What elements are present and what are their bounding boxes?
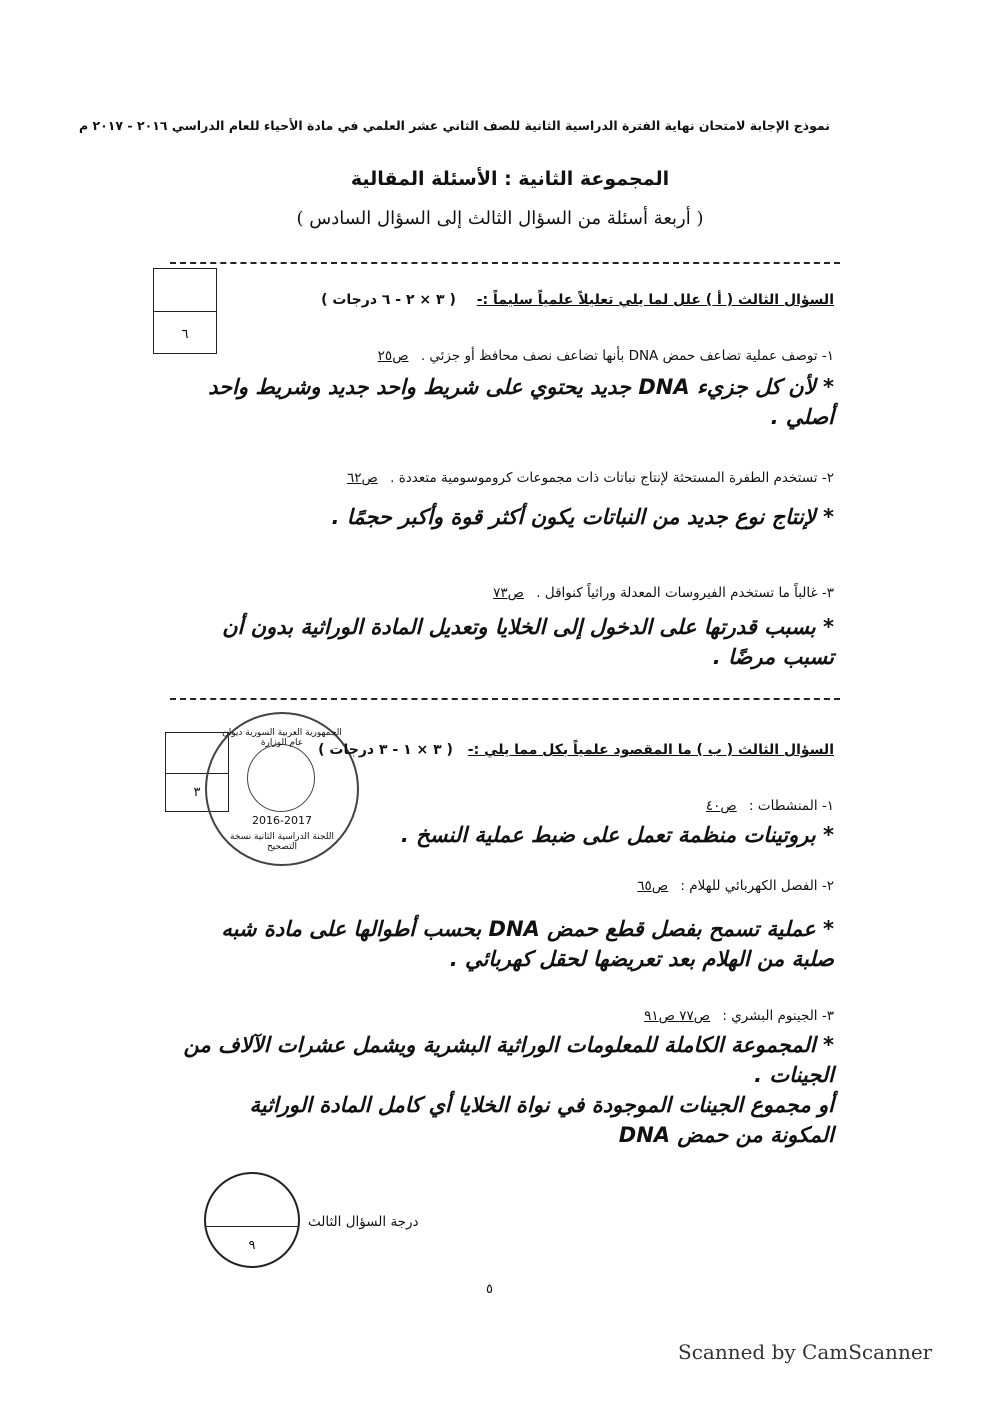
page-number: ٥	[486, 1282, 493, 1297]
answer-b1: * بروتينات منظمة تعمل على ضبط عملية النسخ .	[400, 823, 834, 847]
score-a-value: ٦	[181, 327, 189, 342]
total-score-circle	[204, 1172, 300, 1268]
section-a-heading	[321, 292, 834, 308]
camscanner-watermark: Scanned by CamScanner	[678, 1340, 933, 1364]
stamp-year: 2016-2017	[252, 814, 312, 827]
section-a-marks: ( ٣ × ٢ - ٦ درجات )	[321, 292, 456, 308]
question-b3: ٣- الجينوم البشري : ص٧٧ ص٩١	[644, 1008, 834, 1024]
page-ref: ص٧٣	[493, 585, 524, 601]
section-b-heading	[318, 742, 834, 758]
question-b2: ٢- الفصل الكهربائي للهلام : ص٦٥	[637, 878, 834, 894]
answer-b2: * عملية تسمح بفصل قطع حمض DNA بحسب أطوالها على مادة شبه صلبة من الهلام بعد تعريضها لحقل كهربائي .	[221, 917, 834, 972]
group-subtitle: ( أربعة أسئلة من السؤال الثالث إلى السؤال السادس )	[296, 208, 704, 229]
exam-header-line: نموذج الإجابة لامتحان نهاية الفترة الدراسية الثانية للصف الثاني عشر العلمي في مادة الأحياء للعام الدراسي ٢٠١٦ - ٢٠١٧ م	[79, 118, 830, 133]
page-ref: ص٦٥	[637, 878, 669, 894]
page-ref: ص٢٥	[377, 348, 409, 364]
divider	[170, 262, 840, 264]
total-score-value: ٩	[248, 1238, 256, 1253]
answer-a1: * لأن كل جزيء DNA جديد يحتوي على شريط واحد جديد وشريط واحد أصلي .	[208, 375, 834, 430]
section-a-title: السؤال الثالث ( أ ) علل لما يلي تعليلاً علمياً سليماً :-	[476, 292, 834, 308]
answer-a3: * بسبب قدرتها على الدخول إلى الخلايا وتعديل المادة الوراثية بدون أن تسبب مرضًا .	[222, 615, 834, 670]
question-a2: ٢- تستخدم الطفرة المستحثة لإنتاج نباتات ذات مجموعات كروموسومية متعددة . ص٦٢	[347, 470, 834, 486]
question-a3: ٣- غالباً ما تستخدم الفيروسات المعدلة وراثياً كنواقل . ص٧٣	[493, 585, 834, 601]
group-title: المجموعة الثانية : الأسئلة المقالية	[350, 168, 670, 190]
answer-a2: * لإنتاج نوع جديد من النباتات يكون أكثر قوة وأكبر حجمًا .	[331, 505, 834, 529]
score-b-value: ٣	[193, 785, 201, 800]
question-b1: ١- المنشطات : ص٤٠	[705, 798, 834, 814]
question-a1: ١- توصف عملية تضاعف حمض DNA بأنها تضاعف نصف محافظ أو جزئي . ص٢٥	[377, 348, 834, 364]
answer-b3: * المجموعة الكاملة للمعلومات الوراثية البشرية ويشمل عشرات الآلاف من الجينات .	[183, 1033, 834, 1088]
section-b-marks: ( ٣ × ١ - ٣ درجات )	[318, 742, 453, 758]
stamp-emblem	[247, 744, 315, 812]
divider	[170, 698, 840, 700]
page-ref: ص٦٢	[347, 470, 378, 486]
section-b-title: السؤال الثالث ( ب ) ما المقصود علمياً بكل مما يلي :-	[467, 742, 834, 758]
total-score-label: درجة السؤال الثالث	[308, 1214, 419, 1230]
stamp-bottom-text: اللجنة الدراسية الثانية نسخة التصحيح	[230, 832, 334, 852]
answer-b3-alternative: أو مجموع الجينات الموجودة في نواة الخلايا أي كامل المادة الوراثية المكونة من حمض DNA	[249, 1093, 834, 1148]
score-box-a	[153, 268, 217, 354]
page-ref: ص٤٠	[705, 798, 737, 814]
page-ref: ص٧٧ ص٩١	[644, 1008, 711, 1024]
stamp-top-text: الجمهورية العربية السورية ديوان عام الوزارة	[222, 728, 342, 748]
